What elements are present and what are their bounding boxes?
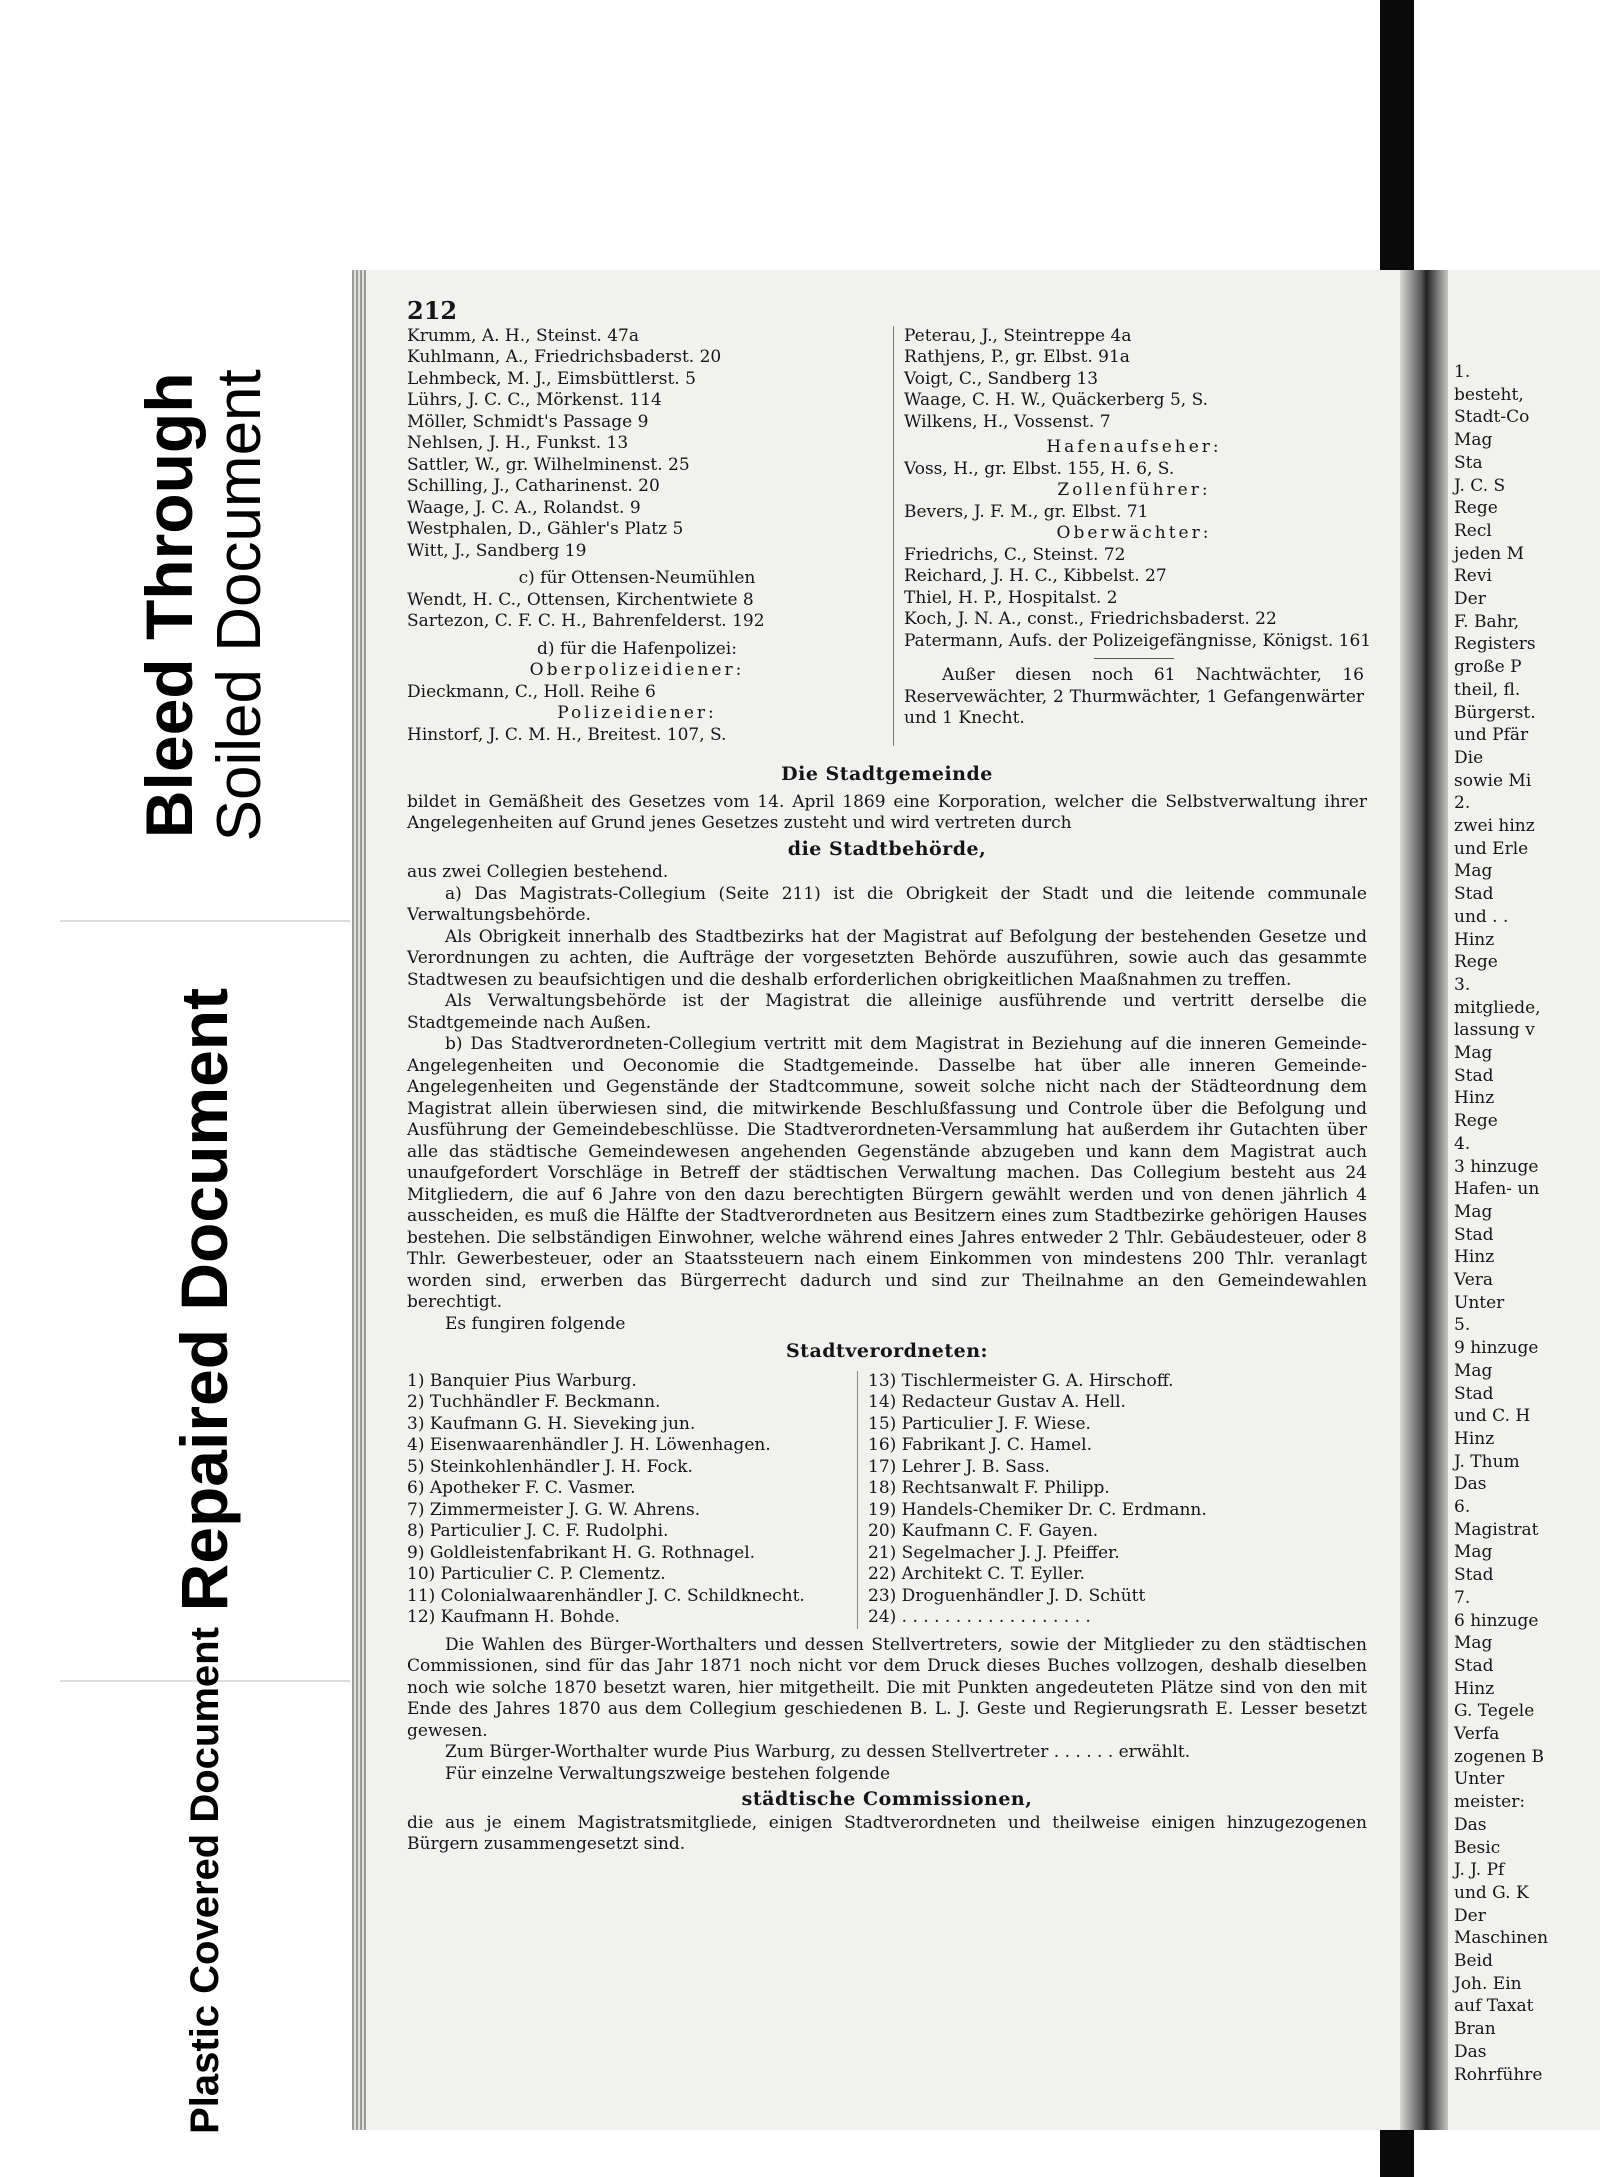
right-page-line: Mag [1454, 1633, 1493, 1654]
directory-right [893, 325, 1372, 747]
directory-entry: Friedrichs, C., Steinst. 72 [904, 544, 1126, 565]
directory-entry: Wilkens, H., Vossenst. 7 [904, 411, 1111, 432]
right-page-line: J. J. Pf [1454, 1860, 1505, 1881]
directory-entry: Sattler, W., gr. Wilhelminenst. 25 [407, 454, 690, 475]
left-entries [407, 326, 867, 563]
subheading-oberwaechter: Oberwächter: [1056, 523, 1212, 543]
label-bleed-soiled [60, 290, 350, 922]
member-entry: 24) . . . . . . . . . . . . . . . . . . [868, 1607, 1091, 1627]
right-entries-oberwaechter [904, 544, 1372, 653]
right-page-line: J. C. S [1454, 475, 1506, 496]
directory-columns [407, 325, 1372, 747]
members-right [857, 1371, 1348, 1629]
divider [1094, 658, 1174, 659]
right-page-line: Mag [1454, 1043, 1493, 1063]
right-page-line: Unter [1454, 1769, 1505, 1790]
subheading-hafenpolizei: d) für die Hafenpolizei: [537, 638, 737, 659]
right-page-line: Mag [1454, 430, 1493, 451]
right-page-line: F. Bahr, [1454, 611, 1520, 632]
label-repaired [60, 920, 350, 1682]
right-page-line: 3. [1454, 974, 1471, 995]
right-page-line: mitgliede, [1454, 997, 1541, 1018]
directory-entry: Waage, C. H. W., Quäckerberg 5, S. [904, 390, 1209, 410]
member-entry: 2) Tuchhändler F. Beckmann. [407, 1392, 661, 1412]
directory-entry: Krumm, A. H., Steinst. 47a [407, 325, 639, 346]
right-page-line: große P [1454, 657, 1522, 678]
member-entry: 21) Segelmacher J. J. Pfeiffer. [868, 1542, 1120, 1563]
book-gutter [1400, 270, 1448, 2130]
directory-entry: Peterau, J., Steintreppe 4a [904, 325, 1132, 346]
heading-stadtgemeinde: Die Stadtgemeinde [781, 763, 993, 785]
left-entries-oberpolizeidiener [407, 682, 867, 704]
right-page-line: Joh. Ein [1454, 1973, 1522, 1994]
member-entry: 22) Architekt C. T. Eyller. [868, 1564, 1085, 1584]
right-page-line: 1. [1454, 362, 1471, 382]
left-page [407, 296, 1372, 1856]
left-entries-polizeidiener [407, 725, 867, 747]
label-plastic-covered: Plastic Covered Document [182, 1626, 227, 2134]
page-number: 212 [407, 296, 458, 325]
right-page-line: 2. [1454, 793, 1471, 814]
member-entry: 12) Kaufmann H. Bohde. [407, 1607, 620, 1627]
subheading-zollenfuehrer: Zollenführer: [1057, 480, 1211, 500]
right-page-line: Beid [1454, 1951, 1493, 1971]
right-page-line: 6 hinzuge [1454, 1610, 1539, 1631]
right-page-line: Unter [1454, 1292, 1505, 1313]
right-page-line: Bürgerst. [1454, 702, 1536, 723]
right-page-line: Die [1454, 747, 1484, 768]
right-page-line: Maschinen [1454, 1928, 1549, 1949]
right-page-line: Magistrat [1454, 1519, 1539, 1540]
right-page-line: Verfa [1454, 1724, 1500, 1744]
right-page-line: 7. [1454, 1587, 1471, 1608]
right-page-line: Stad [1454, 884, 1494, 905]
member-entry: 11) Colonialwaarenhändler J. C. Schildknecht. [407, 1585, 805, 1606]
directory-entry: Waage, J. C. A., Rolandst. 9 [407, 497, 641, 518]
right-page-line: Hinz [1454, 1678, 1495, 1699]
right-page-line: und . . [1454, 906, 1509, 927]
para-einzelne: Für einzelne Verwaltungszweige bestehen folgende [445, 1763, 891, 1784]
right-page-line: theil, fl. [1454, 679, 1521, 700]
directory-entry: Koch, J. N. A., const., Friedrichsbaderst. 22 [904, 609, 1277, 629]
right-page-line: und C. H [1454, 1406, 1531, 1427]
para-stadtverordneten-collegium: b) Das Stadtverordneten-Collegium vertritt mit dem Magistrat in Beziehung auf die inneren Gemeinde-Angelegenheiten und Oeconomie die Stadtgemeinde. Dasselbe hat über alle inneren Gemeinde-Angelegenheiten und Gegenstände der Stadtcommune, soweit solche nicht nach der Städteordnung dem Magistrat allein überwiesen sind, die mitwirkende Beschlußfassung und Controle über die Befolgung und Ausführung der Gemeindebeschlüsse. Die Stadtverordneten-Versammlung hat außerdem ihr Gutachten über alle das städtische Gemeindewesen angehenden Gegenstände abzugeben und kann dem Magistrat auch unaufgefordert Vorschläge in Betreff der städtischen Verwaltung machen. Das Collegium besteht aus 24 Mitgliedern, die auf 6 Jahre von den dazu berechtigten Bürgern gewählt werden und von denen jährlich 4 ausscheiden, es muß die Hälfte der Stadtverordneten aus Besitzern eines zum Stadtbezirke gehörigen Hauses bestehen. Die selbständigen Einwohner, welche während eines Jahres entweder 2 Thlr. Gebäudesteuer, oder 8 Thlr. Gewerbesteuer, oder an Staatssteuern nach einem Einkommen von mindestens 200 Thlr. veranlagt worden sind, erwerben das Bürgerrecht dadurch und sind zur Theilnahme an den Gemeindewahlen berechtigt. [407, 1034, 1367, 1312]
member-entry: 3) Kaufmann G. H. Sieveking jun. [407, 1413, 696, 1434]
right-page-line: Hafen- un [1454, 1179, 1540, 1200]
right-page-line: Rohrführe [1454, 2064, 1543, 2085]
member-entry: 23) Droguenhändler J. D. Schütt [868, 1585, 1146, 1606]
right-page-line: Stad [1454, 1383, 1494, 1404]
directory-left [407, 326, 867, 747]
right-page-line: Stad [1454, 1224, 1494, 1245]
member-entry: 13) Tischlermeister G. A. Hirschoff. [868, 1370, 1174, 1391]
document-labels [60, 290, 350, 2134]
note-nachtwaechter: Außer diesen noch 61 Nachtwächter, 16 Reservewächter, 2 Thurmwächter, 1 Gefangenwärter und 1 Knecht. [904, 665, 1364, 728]
right-page-line: und Pfär [1454, 725, 1529, 746]
right-page-line: 4. [1454, 1133, 1471, 1154]
member-entry: 1) Banquier Pius Warburg. [407, 1370, 637, 1391]
directory-entry: Westphalen, D., Gähler's Platz 5 [407, 519, 684, 539]
member-entry: 17) Lehrer J. B. Sass. [868, 1456, 1050, 1477]
para-collegien: aus zwei Collegien bestehend. [407, 862, 669, 882]
right-page-line: Hinz [1454, 1088, 1495, 1109]
right-page-line: Besic [1454, 1837, 1501, 1858]
member-entry: 10) Particulier C. P. Clementz. [407, 1564, 666, 1584]
directory-entry: Bevers, J. F. M., gr. Elbst. 71 [904, 501, 1149, 522]
right-page-line: besteht, [1454, 384, 1524, 405]
label-plastic [60, 1626, 350, 2134]
members-list [407, 1371, 1367, 1629]
right-entries-zollenfuehrer [904, 502, 1364, 524]
right-page-line: Mag [1454, 1542, 1493, 1563]
right-page-line: 5. [1454, 1315, 1471, 1336]
member-entry: 4) Eisenwaarenhändler J. H. Löwenhagen. [407, 1435, 771, 1455]
members-left [407, 1371, 857, 1629]
directory-entry: Dieckmann, C., Holl. Reihe 6 [407, 681, 656, 702]
right-page-line: Hinz [1454, 929, 1495, 950]
para-verwaltungsbehoerde: Als Verwaltungsbehörde ist der Magistrat die alleinige ausführende und vertritt derselbe die Stadtgemeinde nach Außen. [407, 991, 1367, 1033]
right-page-line: Rege [1454, 1111, 1498, 1132]
right-page-line: Vera [1454, 1270, 1494, 1290]
directory-entry: Rathjens, P., gr. Elbst. 91a [904, 347, 1130, 367]
right-page-line: zwei hinz [1454, 816, 1535, 836]
member-entry: 19) Handels-Chemiker Dr. C. Erdmann. [868, 1499, 1207, 1520]
directory-entry: Lehmbeck, M. J., Eimsbüttlerst. 5 [407, 368, 696, 389]
right-page-line: 6. [1454, 1497, 1471, 1517]
subheading-ottensen: c) für Ottensen-Neumühlen [518, 568, 756, 588]
member-entry: 9) Goldleistenfabrikant H. G. Rothnagel. [407, 1542, 756, 1563]
label-soiled-document: Soiled Document [205, 368, 274, 842]
right-page-line: J. Thum [1454, 1451, 1520, 1472]
label-repaired-document: Repaired Document [167, 988, 242, 1612]
right-page-line: und Erle [1454, 838, 1529, 859]
right-page-line: lassung v [1454, 1020, 1535, 1041]
right-page-line: Das [1454, 1814, 1487, 1835]
right-page-line: Stad [1454, 1065, 1494, 1086]
right-page-line: und G. K [1454, 1882, 1529, 1903]
right-entries [904, 326, 1364, 434]
member-entry: 18) Rechtsanwalt F. Philipp. [868, 1478, 1110, 1498]
para-commissionen: die aus je einem Magistratsmitgliede, einigen Stadtverordneten und theilweise einigen hinzugezogenen Bürgern zusammengesetzt sind. [407, 1812, 1367, 1854]
right-page-line: Stad [1454, 1655, 1494, 1676]
directory-entry: Hinstorf, J. C. M. H., Breitest. 107, S. [407, 724, 727, 745]
scanned-book [352, 270, 1600, 2130]
right-page-line: jeden M [1454, 543, 1525, 564]
subheading-polizeidiener: Polizeidiener: [557, 703, 717, 723]
right-page-line: Das [1454, 1474, 1487, 1495]
directory-entry: Wendt, H. C., Ottensen, Kirchentwiete 8 [407, 589, 754, 610]
page-edge [352, 270, 366, 2130]
member-entry: 6) Apotheker F. C. Vasmer. [407, 1478, 636, 1498]
right-page-line: Hinz [1454, 1428, 1495, 1449]
right-page-line: auf Taxat [1454, 1996, 1534, 2017]
right-page-line: Das [1454, 2041, 1487, 2062]
directory-entry: Lührs, J. C. C., Mörkenst. 114 [407, 390, 662, 410]
para-wahlen: Die Wahlen des Bürger-Worthalters und dessen Stellvertreters, sowie der Mitglieder zu den städtischen Commissionen, sind für das Jahr 1871 noch nicht vor dem Druck dieses Buches vollzogen, deshalb dieselben noch wie solche 1870 besetzt waren, hier mitgetheilt. Die mit Punkten angedeuteten Plätze sind von den mit Ende des Jahres 1870 aus dem Collegium geschiedenen B. L. J. Geste und Regierungsrath E. Lesser besetzt gewesen. [407, 1634, 1367, 1741]
directory-entry: Witt, J., Sandberg 19 [407, 540, 587, 561]
right-page-line: 9 hinzuge [1454, 1338, 1539, 1359]
member-entry: 14) Redacteur Gustav A. Hell. [868, 1392, 1126, 1412]
right-page-line: 3 hinzuge [1454, 1156, 1539, 1177]
heading-stadtverordneten: Stadtverordneten: [785, 1340, 989, 1362]
heading-commissionen: städtische Commissionen, [741, 1788, 1033, 1810]
directory-entry: Möller, Schmidt's Passage 9 [407, 411, 649, 432]
heading-stadtbehoerde: die Stadtbehörde, [787, 837, 987, 860]
directory-entry: Nehlsen, J. H., Funkst. 13 [407, 433, 629, 453]
directory-entry: Schilling, J., Catharinenst. 20 [407, 476, 660, 496]
right-page-line: Mag [1454, 1201, 1493, 1222]
right-page-line: Recl [1454, 520, 1492, 541]
para-fungiren: Es fungiren folgende [445, 1313, 626, 1334]
directory-entry: Voss, H., gr. Elbst. 155, H. 6, S. [904, 458, 1175, 479]
right-page-line: Stad [1454, 1565, 1494, 1586]
right-page-line: Revi [1454, 566, 1492, 587]
member-entry: 20) Kaufmann C. F. Gayen. [868, 1521, 1099, 1541]
right-page-line: meister: [1454, 1792, 1526, 1813]
member-entry: 8) Particulier J. C. F. Rudolphi. [407, 1521, 669, 1541]
directory-entry: Patermann, Aufs. der Polizeigefängnisse, Königst. 161 [904, 630, 1372, 651]
directory-entry: Reichard, J. H. C., Kibbelst. 27 [904, 566, 1167, 586]
member-entry: 5) Steinkohlenhändler J. H. Fock. [407, 1456, 693, 1477]
para-obrigkeit: Als Obrigkeit innerhalb des Stadtbezirks hat der Magistrat auf Befolgung der bestehenden Gesetze und Verordnungen zu achten, die Aufträge der vorgesetzten Behörde auszuführen, sowie auch das gesammte Stadtwesen zu beaufsichtigen und die deshalb erforderlichen obrigkeitlichen Maaßnahmen zu treffen. [407, 926, 1367, 990]
member-entry: 15) Particulier J. F. Wiese. [868, 1413, 1091, 1434]
member-entry: 7) Zimmermeister J. G. W. Ahrens. [407, 1499, 701, 1520]
member-entry: 16) Fabrikant J. C. Hamel. [868, 1435, 1093, 1455]
right-page-line: sowie Mi [1454, 770, 1532, 791]
right-page-line: Mag [1454, 1360, 1493, 1381]
right-page-line: Bran [1454, 2019, 1496, 2040]
right-page-line: zogenen B [1454, 1746, 1544, 1767]
right-entries-hafenaufseher [904, 459, 1364, 481]
directory-entry: Thiel, H. P., Hospitalst. 2 [904, 587, 1118, 608]
right-page-line: Rege [1454, 498, 1498, 519]
right-page-line: G. Tegele [1454, 1701, 1535, 1722]
para-magistrat: a) Das Magistrats-Collegium (Seite 211) ist die Obrigkeit der Stadt und die leitende communale Verwaltungsbehörde. [407, 883, 1367, 925]
right-page-line: Der [1454, 1905, 1486, 1926]
right-page-line: Rege [1454, 952, 1498, 973]
para-worthalter: Zum Bürger-Worthalter wurde Pius Warburg, zu dessen Stellvertreter . . . . . . erwählt. [445, 1742, 1191, 1762]
directory-entry: Kuhlmann, A., Friedrichsbaderst. 20 [407, 347, 722, 367]
para-stadtgemeinde: bildet in Gemäßheit des Gesetzes vom 14. April 1869 eine Korporation, welcher die Selbstverwaltung ihrer Angelegenheiten auf Grund jenes Gesetzes zusteht und wird vertreten durch [407, 791, 1367, 833]
subheading-hafenaufseher: Hafenaufseher: [1046, 437, 1222, 457]
right-page-line: Hinz [1454, 1247, 1495, 1268]
right-page-line: Stadt-Co [1454, 407, 1530, 428]
directory-entry: Voigt, C., Sandberg 13 [904, 368, 1099, 389]
binding-bar-top [1380, 0, 1414, 275]
right-page-line: Mag [1454, 861, 1493, 882]
directory-entry: Sartezon, C. F. C. H., Bahrenfelderst. 192 [407, 611, 765, 631]
right-page-line: Sta [1454, 452, 1483, 473]
right-page-line: Der [1454, 589, 1486, 609]
subheading-oberpolizeidiener: Oberpolizeidiener: [529, 660, 745, 680]
left-entries-ottensen [407, 590, 867, 633]
label-bleed-through: Bleed Through [131, 372, 206, 838]
right-page-fragment [1448, 270, 1600, 2130]
right-page-line: Registers [1454, 634, 1536, 655]
